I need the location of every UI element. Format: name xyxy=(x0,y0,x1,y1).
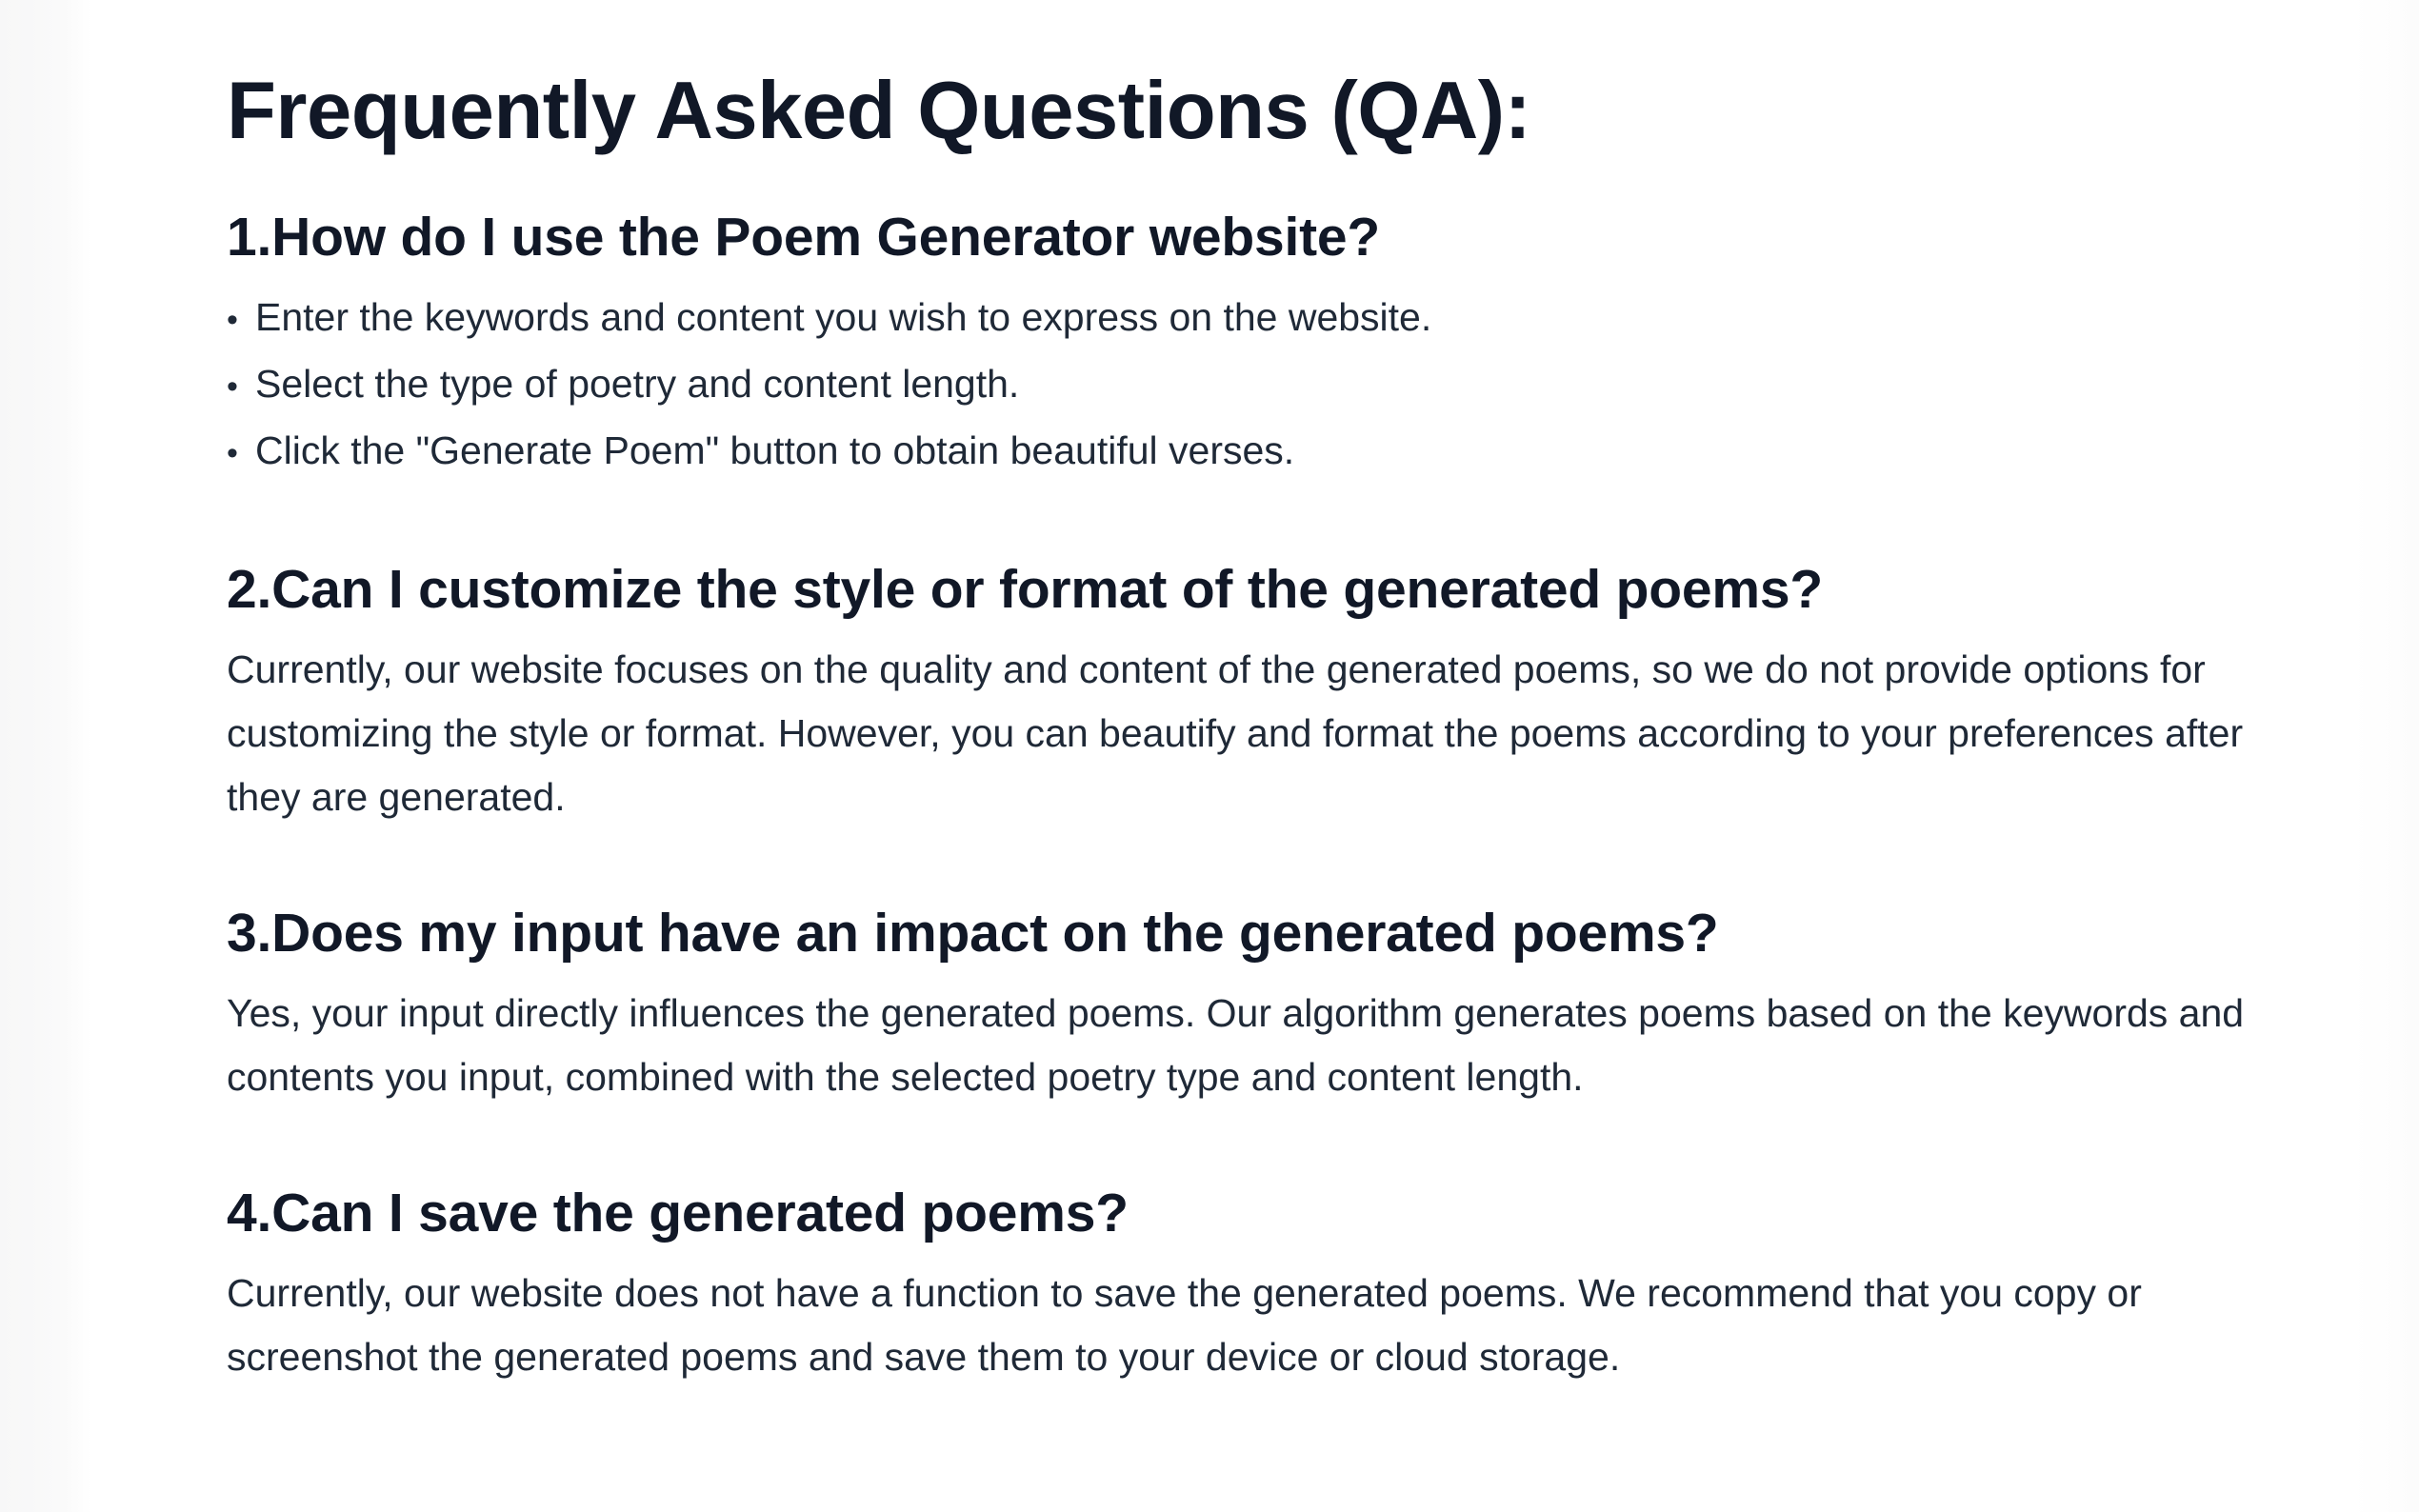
faq-question-2: 2.Can I customize the style or format of the generated poems? xyxy=(227,559,1823,620)
faq-answer-3: Yes, your input directly influences the generated poems. Our algorithm generates poems based on the keywords and contents you input, combined with the selected poetry type and content length. xyxy=(227,991,2245,1099)
faq-steps-list xyxy=(227,286,2255,486)
faq-question-1: 1.How do I use the Poem Generator website? xyxy=(227,207,1381,268)
bullet-icon: • xyxy=(227,435,238,471)
bullet-icon: • xyxy=(227,302,238,338)
faq-question-4: 4.Can I save the generated poems? xyxy=(227,1183,1129,1243)
faq-answer-4: Currently, our website does not have a function to save the generated poems. We recommend that you copy or screenshot the generated poems and save them to your device or cloud storage. xyxy=(227,1271,2142,1379)
faq-item-1 xyxy=(227,202,2255,486)
faq-answer-2: Currently, our website focuses on the quality and content of the generated poems, so we do not provide options for customizing the style or format. However, you can beautify and format the poems according to your preferences after they are generated. xyxy=(227,647,2244,819)
faq-item-3 xyxy=(227,898,2255,1109)
faq-item-2 xyxy=(227,554,2255,829)
faq-item-4 xyxy=(227,1178,2255,1389)
list-item xyxy=(227,286,2255,352)
bullet-icon: • xyxy=(227,368,238,405)
page-title: Frequently Asked Questions (QA): xyxy=(227,66,1531,156)
list-item-text: Enter the keywords and content you wish to express on the website. xyxy=(255,295,1432,339)
list-item xyxy=(227,419,2255,486)
faq-content xyxy=(227,59,2255,1389)
list-item xyxy=(227,352,2255,419)
faq-question-3: 3.Does my input have an impact on the generated poems? xyxy=(227,903,1719,964)
left-gutter xyxy=(0,0,91,1512)
list-item-text: Select the type of poetry and content length. xyxy=(255,362,1020,406)
right-edge xyxy=(2352,0,2419,1512)
list-item-text: Click the "Generate Poem" button to obtain beautiful verses. xyxy=(255,428,1295,472)
